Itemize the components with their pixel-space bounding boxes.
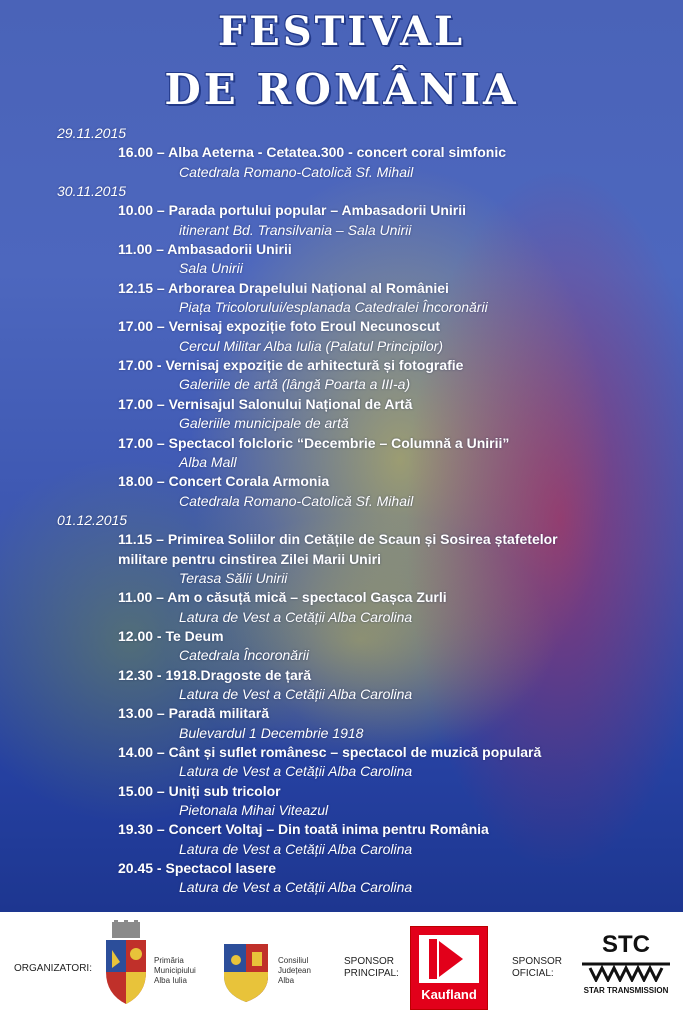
event-location: [0, 259, 683, 278]
event-title: [0, 356, 683, 375]
event-location: [0, 878, 683, 897]
event-title: [0, 530, 683, 549]
program-line-text: 17.00 – Vernisajul Salonului Național de Artă: [118, 395, 413, 412]
event-title: [0, 201, 683, 220]
kaufland-logo-icon: [410, 926, 488, 1010]
program-line-text: 10.00 – Parada portului popular – Ambasadorii Unirii: [118, 202, 467, 219]
primaria-line2: Municipiului: [154, 966, 196, 975]
program-line-text: 01.12.2015: [57, 511, 128, 528]
program-line-text: Catedrala Romano-Catolică Sf. Mihail: [179, 492, 414, 509]
event-title: [0, 588, 683, 607]
primaria-coat-of-arms-icon: [102, 920, 150, 1008]
program-line-text: Galeriile de artă (lângă Poarta a III-a): [179, 376, 411, 393]
event-title: [0, 279, 683, 298]
program-line-text: 11.00 – Ambasadorii Unirii: [118, 241, 292, 258]
sponsor-principal-line2: PRINCIPAL:: [344, 968, 399, 979]
program-line-text: 16.00 – Alba Aeterna - Cetatea.300 - concert coral simfonic: [118, 144, 507, 161]
sponsor-oficial-line2: OFICIAL:: [512, 968, 554, 979]
event-location: [0, 414, 683, 433]
program-line-text: 17.00 - Vernisaj expoziție de arhitectură și fotografie: [118, 357, 464, 374]
consiliu-line3: Alba: [278, 976, 295, 985]
program-date: [0, 124, 683, 143]
event-location: [0, 375, 683, 394]
event-location: [0, 453, 683, 472]
program-line-text: Sala Unirii: [179, 260, 243, 277]
program-line-text: Piața Tricolorului/esplanada Catedralei Încoronării: [179, 299, 488, 316]
primaria-line3: Alba Iulia: [154, 976, 187, 985]
program-line-text: Latura de Vest a Cetății Alba Carolina: [179, 608, 413, 625]
program-line-text: 14.00 – Cânt și suflet românesc – spectacol de muzică populară: [118, 744, 542, 760]
program-line-text: 30.11.2015: [57, 183, 127, 200]
event-location: [0, 685, 683, 704]
consiliu-coat-of-arms-icon: [222, 942, 270, 1004]
event-title: [0, 472, 683, 491]
poster-title-line1: FESTIVAL: [217, 8, 466, 55]
program-line-text: 12.15 – Arborarea Drapelului Național al României: [118, 279, 449, 296]
program-list: [0, 124, 683, 898]
program-line-text: itinerant Bd. Transilvania – Sala Unirii: [179, 221, 412, 238]
primaria-line1: Primăria: [154, 956, 184, 965]
program-line-text: Catedrala Încoronării: [179, 647, 309, 664]
program-line-text: 12.00 - Te Deum: [118, 627, 224, 644]
event-title: [0, 395, 683, 414]
program-line-text: Terasa Sălii Unirii: [179, 569, 288, 586]
gear-icon: [580, 960, 672, 982]
event-location: [0, 608, 683, 627]
program-line-text: Pietonala Mihai Viteazul: [179, 802, 329, 819]
program-line-text: 17.00 – Vernisaj expoziție foto Eroul Necunoscut: [118, 318, 441, 335]
event-title: [0, 317, 683, 336]
event-title: [0, 240, 683, 259]
program-line-text: 12.30 - 1918.Dragoste de țară: [118, 666, 311, 683]
event-location: [0, 492, 683, 511]
consiliu-line1: Consiliul: [278, 956, 309, 965]
program-line-text: Latura de Vest a Cetății Alba Carolina: [179, 685, 413, 702]
program-date: [0, 511, 683, 530]
event-title: [0, 434, 683, 453]
event-location: [0, 221, 683, 240]
event-location: [0, 646, 683, 665]
program-line-text: Latura de Vest a Cetății Alba Carolina: [179, 879, 413, 896]
event-title: [0, 550, 683, 569]
program-line-text: Latura de Vest a Cetății Alba Carolina: [179, 840, 413, 857]
program-line-text: 19.30 – Concert Voltaj – Din toată inima pentru România: [118, 821, 489, 838]
consiliu-line2: Județean: [278, 966, 311, 975]
program-line-text: 17.00 – Spectacol folcloric “Decembrie – Columnă a Unirii”: [118, 434, 510, 451]
event-location: [0, 724, 683, 743]
program-line-text: Bulevardul 1 Decembrie 1918: [179, 724, 364, 741]
program-line-text: Alba Mall: [179, 453, 237, 470]
event-location: [0, 298, 683, 317]
stc-logo-text: STC: [602, 931, 650, 958]
event-title: [0, 666, 683, 685]
event-title: [0, 782, 683, 801]
event-location: [0, 569, 683, 588]
kaufland-logo-text: Kaufland: [421, 987, 477, 1002]
program-line-text: militare pentru cinstirea Zilei Marii Uniri: [118, 550, 381, 567]
program-line-text: 29.11.2015: [57, 125, 127, 141]
program-line-text: 11.15 – Primirea Soliilor din Cetățile de Scaun și Sosirea ștafetelor: [118, 531, 558, 548]
program-line-text: Catedrala Romano-Catolică Sf. Mihail: [179, 163, 414, 180]
program-line-text: 11.00 – Am o căsuță mică – spectacol Gașca Zurli: [118, 589, 447, 606]
event-title: [0, 704, 683, 723]
sponsor-oficial-line1: SPONSOR: [512, 956, 563, 967]
program-line-text: Cercul Militar Alba Iulia (Palatul Principilor): [179, 337, 444, 354]
program-line-text: Galeriile municipale de artă: [179, 415, 349, 432]
sponsors-footer: [0, 912, 683, 1024]
event-title: [0, 627, 683, 646]
event-title: [0, 743, 683, 762]
program-line-text: 15.00 – Uniți sub tricolor: [118, 782, 281, 799]
organizers-label: ORGANIZATORI:: [14, 963, 92, 974]
event-title: [0, 859, 683, 878]
program-line-text: 20.45 - Spectacol lasere: [118, 860, 276, 877]
event-location: [0, 163, 683, 182]
program-date: [0, 182, 683, 201]
sponsor-principal-line1: SPONSOR: [344, 956, 395, 967]
program-line-text: 13.00 – Paradă militară: [118, 705, 269, 722]
event-location: [0, 337, 683, 356]
event-title: [0, 143, 683, 162]
event-location: [0, 801, 683, 820]
stc-full-name: STAR TRANSMISSION: [583, 986, 669, 995]
event-title: [0, 820, 683, 839]
event-location: [0, 762, 683, 781]
stc-logo-icon: [576, 932, 676, 1014]
poster-title-line2: DE ROMÂNIA: [164, 65, 519, 114]
program-line-text: Latura de Vest a Cetății Alba Carolina: [179, 763, 413, 780]
event-location: [0, 840, 683, 859]
program-line-text: 18.00 – Concert Corala Armonia: [118, 473, 330, 490]
